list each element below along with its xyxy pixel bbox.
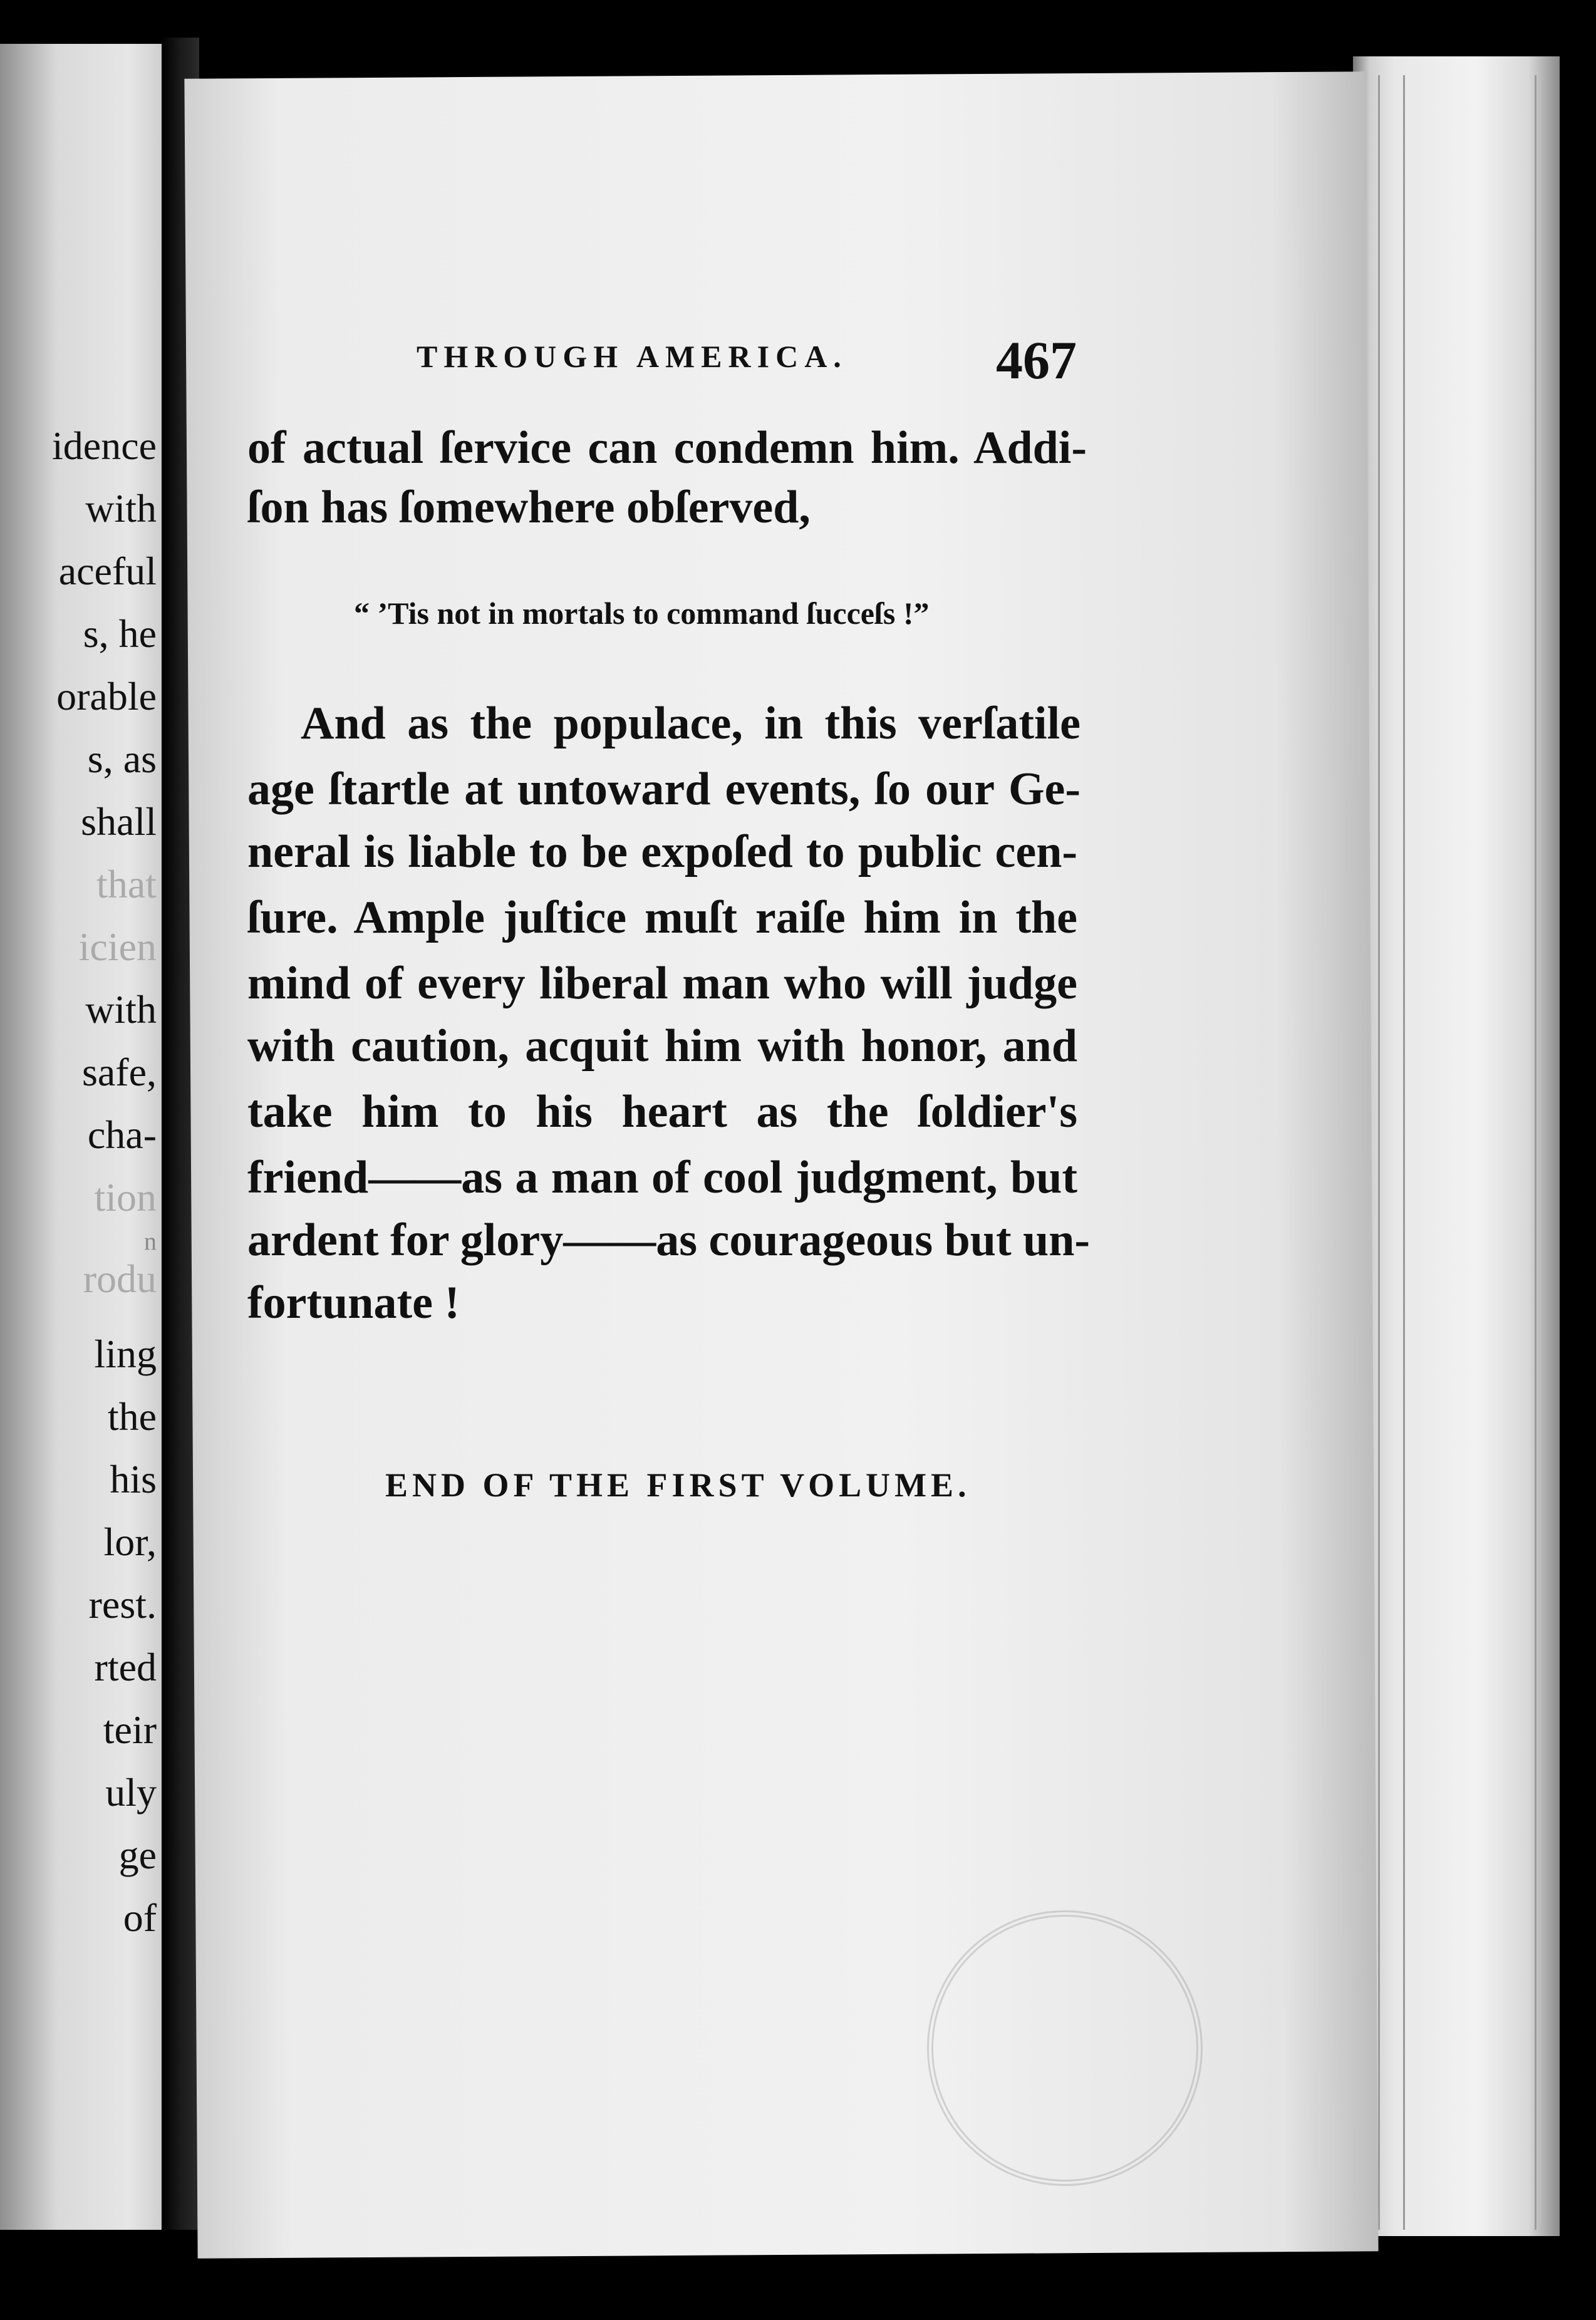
text-line: of actual ſervice can condemn him. Addi- bbox=[247, 422, 1087, 474]
left-text-line: orable bbox=[56, 674, 157, 718]
library-stamp bbox=[927, 1910, 1203, 2186]
left-text-line: aceful bbox=[58, 549, 157, 593]
left-text-line: rest. bbox=[88, 1582, 157, 1627]
left-text-line: s, as bbox=[87, 737, 157, 781]
left-text-line: his bbox=[110, 1457, 157, 1501]
page-edges bbox=[1353, 56, 1560, 2236]
left-text-line: uly bbox=[105, 1770, 157, 1815]
left-text-line: ge bbox=[118, 1833, 157, 1877]
left-text-line: safe, bbox=[81, 1050, 157, 1094]
end-of-volume-note: END OF THE FIRST VOLUME. bbox=[385, 1466, 971, 1504]
text-line: take him to his heart as the ſoldier's bbox=[247, 1086, 1077, 1137]
left-text-line: the bbox=[107, 1394, 157, 1439]
running-header: THROUGH AMERICA. bbox=[417, 339, 847, 374]
left-text-line: icien bbox=[78, 924, 157, 969]
text-line: ardent for glory——as courageous but un- bbox=[247, 1214, 1091, 1266]
page-number: 467 bbox=[996, 330, 1077, 390]
left-text-line: tion bbox=[94, 1175, 157, 1220]
left-text-line: rodu bbox=[83, 1256, 157, 1301]
left-text-line: idence bbox=[52, 423, 157, 468]
left-text-line: that bbox=[96, 862, 157, 906]
text-line: And as the populace, in this verſatile bbox=[301, 698, 1080, 749]
left-text-line: of bbox=[123, 1895, 157, 1940]
left-text-line: with bbox=[85, 987, 157, 1032]
left-text-line: s, he bbox=[83, 611, 157, 656]
text-line: with caution, acquit him with honor, and bbox=[247, 1020, 1077, 1072]
left-text-line: shall bbox=[81, 799, 157, 844]
text-line: age ſtartle at untoward events, ſo our Ge- bbox=[247, 764, 1080, 815]
text-line: mind of every liberal man who will judge bbox=[247, 958, 1077, 1009]
text-line: fortunate ! bbox=[247, 1277, 460, 1328]
left-text-line: n bbox=[144, 1227, 157, 1255]
left-text-line: rted bbox=[94, 1645, 157, 1689]
left-facing-page bbox=[0, 44, 162, 2230]
left-text-line: teir bbox=[103, 1707, 157, 1752]
text-line: neral is liable to be expoſed to public cen- bbox=[247, 826, 1077, 878]
quotation: “ ’Tis not in mortals to command ſucceſs !” bbox=[354, 596, 930, 631]
left-text-line: with bbox=[85, 486, 157, 531]
text-line: friend——as a man of cool judgment, but bbox=[247, 1152, 1077, 1203]
left-text-line: cha- bbox=[87, 1112, 157, 1157]
text-line: ſure. Ample juſtice muſt raiſe him in the bbox=[247, 892, 1077, 943]
left-text-line: ling bbox=[94, 1332, 157, 1376]
left-text-line: lor, bbox=[103, 1520, 157, 1564]
text-line: ſon has ſomewhere obſerved, bbox=[247, 482, 811, 533]
